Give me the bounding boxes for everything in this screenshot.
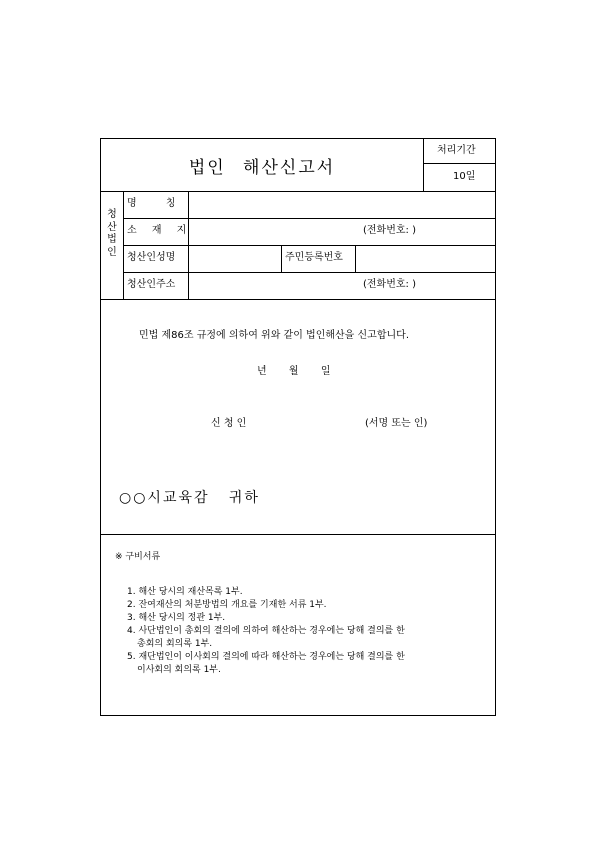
liquidator-address-field[interactable] — [191, 275, 491, 295]
addressee: ○○시교육감 귀하 — [119, 490, 260, 506]
row-divider-1 — [123, 218, 495, 219]
list-item: 5. 재단법인이 이사회의 결의에 따라 해산하는 경우에는 당해 결의를 한 — [127, 652, 405, 662]
statement-text: 민법 제86조 규정에 의하여 위와 같이 법인해산을 신고합니다. — [139, 330, 409, 341]
liquidator-name-field[interactable] — [191, 248, 279, 268]
processing-divider — [423, 163, 496, 164]
signature-label: (서명 또는 인) — [365, 418, 428, 429]
row-divider-2 — [123, 245, 495, 246]
applicant-field[interactable] — [261, 415, 361, 431]
list-item: 총회의 회의록 1부. — [137, 639, 213, 649]
section-top-border — [101, 191, 495, 192]
resident-number-label: 주민등록번호 — [285, 252, 343, 263]
list-item: 4. 사단법인이 총회의 결의에 의하여 해산하는 경우에는 당해 결의를 한 — [127, 626, 405, 636]
row-divider-3 — [123, 272, 495, 273]
form-title: 법인 해산신고서 — [188, 158, 336, 178]
location-label: 소 재 지 — [127, 225, 193, 236]
documents-top-border — [101, 534, 495, 535]
list-item: 2. 잔여재산의 처분방법의 개요를 기재한 서류 1부. — [127, 600, 327, 610]
date-line: 년 월 일 — [257, 366, 331, 377]
name-label: 명 칭 — [127, 198, 189, 209]
documents-list — [127, 586, 405, 677]
dissolution-report-form — [100, 138, 496, 716]
liquidator-address-label: 청산인주소 — [127, 279, 176, 290]
list-item: 이사회의 회의록 1부. — [137, 665, 221, 675]
header-divider — [423, 139, 424, 191]
section-side-label: 청 산 법 인 — [107, 209, 117, 258]
row3-divider-a — [281, 245, 282, 272]
applicant-label: 신 청 인 — [211, 418, 247, 429]
name-field[interactable] — [191, 194, 491, 214]
list-item: 3. 해산 당시의 정관 1부. — [127, 613, 226, 623]
liquidator-name-label: 청산인성명 — [127, 252, 176, 263]
phone-field-1: (전화번호: ) — [363, 225, 416, 236]
processing-period-value: 10일 — [453, 171, 476, 182]
resident-number-field[interactable] — [358, 248, 492, 268]
phone-field-2: (전화번호: ) — [363, 279, 416, 290]
section-bottom-border — [101, 299, 495, 300]
location-field[interactable] — [191, 221, 491, 241]
documents-heading: ※ 구비서류 — [115, 552, 161, 562]
processing-period-label: 처리기간 — [437, 145, 476, 156]
row3-divider-b — [355, 245, 356, 272]
list-item: 1. 해산 당시의 재산목록 1부. — [127, 587, 243, 597]
